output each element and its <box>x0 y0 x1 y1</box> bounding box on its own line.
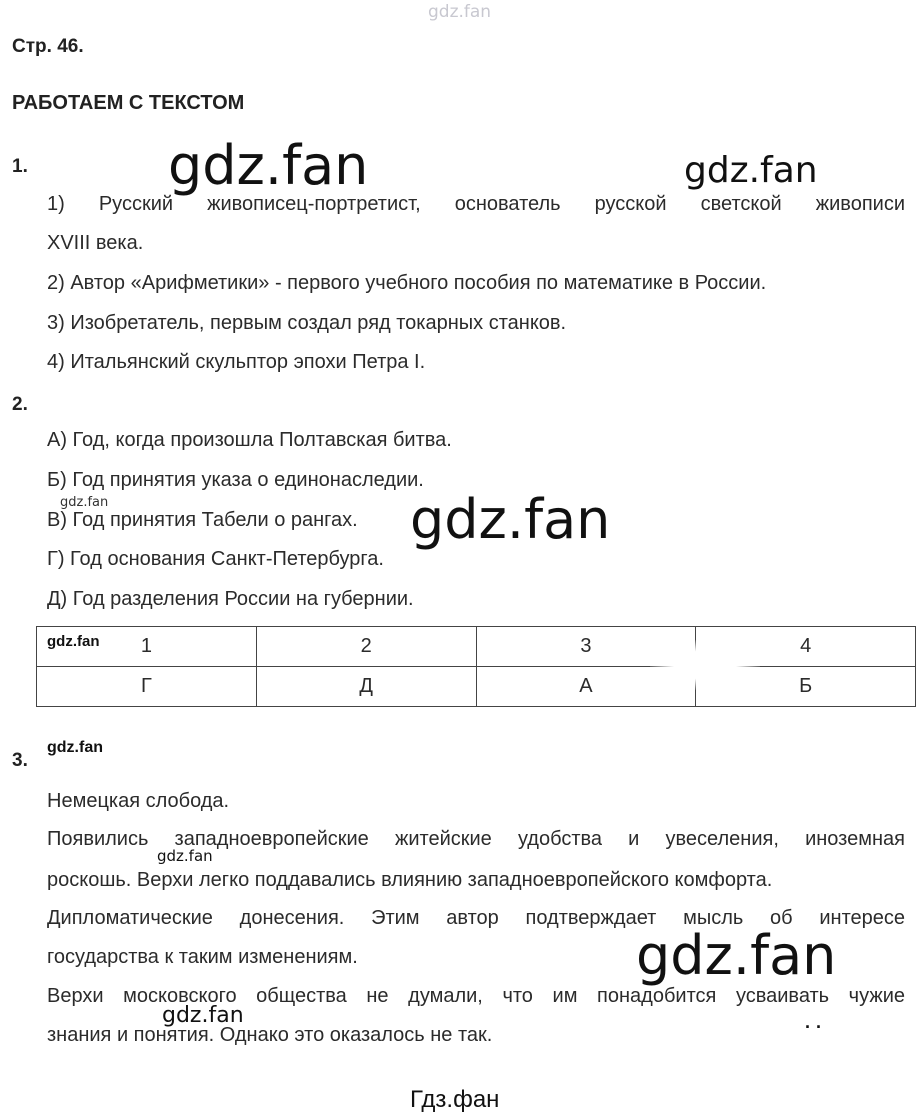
table-header-cell: 4 <box>696 627 916 667</box>
q3-line: Верхи московского общества не думали, что им понадобится усваивать чужие <box>47 985 905 1007</box>
table-header-label: 1 <box>140 635 152 657</box>
watermark-large: gdz.fan <box>168 134 369 197</box>
q1-line: XVIII века. <box>47 232 144 254</box>
watermark-large: gdz.fan <box>636 924 837 987</box>
question-3-number: 3. <box>12 750 28 771</box>
table-answer-cell: Г <box>37 667 257 707</box>
table-header-cell <box>37 627 257 667</box>
question-2-number: 2. <box>12 394 28 415</box>
watermark-medium: gdz.fan <box>684 150 818 191</box>
q2-line: Д) Год разделения России на губернии. <box>47 588 414 610</box>
q2-line: В) Год принятия Табели о рангах. <box>47 509 358 531</box>
page-reference: Стр. 46. <box>12 36 84 57</box>
watermark-table: gdz.fan <box>47 633 100 650</box>
smudge-mark <box>650 640 760 690</box>
table-header-cell: 2 <box>256 627 476 667</box>
ink-dots: .. <box>805 1012 828 1032</box>
footer-caption: Гдз.фан <box>410 1086 500 1113</box>
q2-line: Б) Год принятия указа о единонаследии. <box>47 469 424 491</box>
table-header-row <box>37 627 916 667</box>
q1-line: 1) Русский живописец-портретист, основатель русской светской живописи <box>47 193 905 215</box>
watermark-small: gdz.fan <box>60 495 109 510</box>
answer-table <box>36 626 916 707</box>
watermark-top: gdz.fan <box>428 2 492 22</box>
watermark-q3: gdz.fan <box>47 739 103 756</box>
q3-line: Появились западноевропейские житейские удобства и увеселения, иноземная <box>47 828 905 850</box>
q1-line: 4) Итальянский скульптор эпохи Петра I. <box>47 351 426 373</box>
q3-line: знания и понятия. Однако это оказалось не так. <box>47 1024 493 1046</box>
q2-line: Г) Год основания Санкт-Петербурга. <box>47 548 384 570</box>
section-title: РАБОТАЕМ С ТЕКСТОМ <box>12 92 245 114</box>
table-header-cell: 3 <box>476 627 696 667</box>
q3-line: государства к таким изменениям. <box>47 946 358 968</box>
watermark-medium: gdz.fan <box>162 1003 244 1028</box>
q3-line: Дипломатические донесения. Этим автор подтверждает мысль об интересе <box>47 907 905 929</box>
watermark-small: gdz.fan <box>157 847 213 865</box>
table-answer-cell: А <box>476 667 696 707</box>
table-answer-cell: Д <box>256 667 476 707</box>
table-answer-row <box>37 667 916 707</box>
question-1-number: 1. <box>12 156 28 177</box>
table-answer-cell: Б <box>696 667 916 707</box>
q3-line: роскошь. Верхи легко поддавались влиянию западноевропейского комфорта. <box>47 869 773 891</box>
q3-line: Немецкая слобода. <box>47 790 230 812</box>
q1-line: 3) Изобретатель, первым создал ряд токарных станков. <box>47 312 567 334</box>
q2-line: А) Год, когда произошла Полтавская битва. <box>47 429 452 451</box>
q1-line: 2) Автор «Арифметики» - первого учебного пособия по математике в России. <box>47 272 767 294</box>
watermark-large: gdz.fan <box>410 488 611 551</box>
